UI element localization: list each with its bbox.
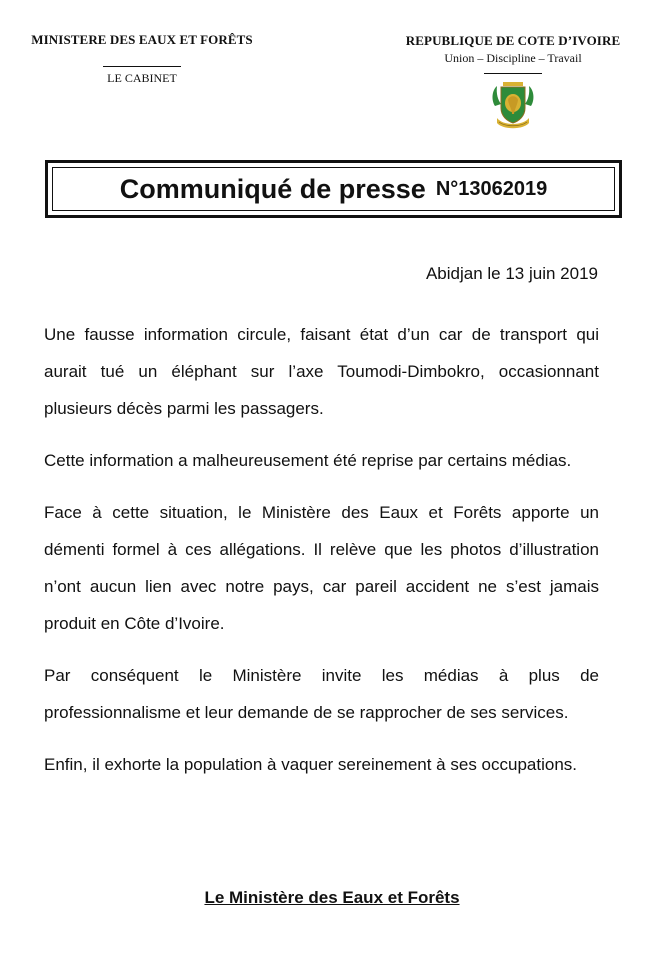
signature: Le Ministère des Eaux et Forêts (204, 888, 460, 907)
paragraph-2: Cette information a malheureusement été reprise par certains médias. (44, 451, 572, 470)
title-box (45, 160, 622, 218)
republic-name: REPUBLIQUE DE COTE D’IVOIRE (405, 33, 621, 48)
page-title: Communiqué de presse (119, 173, 426, 204)
paragraph-1: Une fausse information circule, faisant état d’un car de transport qui aurait tué un éléphant sur l’axe Toumodi-Dimbokro, occasionnant plusieurs décès parmi les passagers. (44, 325, 599, 418)
paragraph-4: Par conséquent le Ministère invite les médias à plus de professionnalisme et leur demande de se rapprocher de ses services. (44, 666, 599, 722)
paragraph-5: Enfin, il exhorte la population à vaquer sereinement à ses occupations. (44, 755, 577, 774)
national-motto: Union – Discipline – Travail (444, 51, 582, 65)
cabinet-label: LE CABINET (107, 71, 177, 85)
republic-header (382, 33, 644, 132)
communique-body (44, 316, 599, 798)
date-line: Abidjan le 13 juin 2019 (425, 264, 598, 283)
paragraph-3: Face à cette situation, le Ministère des Eaux et Forêts apporte un démenti formel à ces allégations. Il relève que les photos d’illustration n’ont aucun lien avec notre pays, car pareil accident ne s’est jamais produit en Côte d’Ivoire. (44, 503, 599, 633)
coat-of-arms-icon (489, 78, 537, 132)
signature-block (0, 888, 664, 908)
header-divider (103, 66, 181, 67)
ministry-name: MINISTERE DES EAUX ET FORÊTS (31, 32, 253, 47)
motto-divider (484, 73, 542, 74)
communique-number: N°13062019 (435, 177, 548, 200)
ministry-header (22, 32, 262, 86)
title-inner-frame (52, 167, 615, 211)
